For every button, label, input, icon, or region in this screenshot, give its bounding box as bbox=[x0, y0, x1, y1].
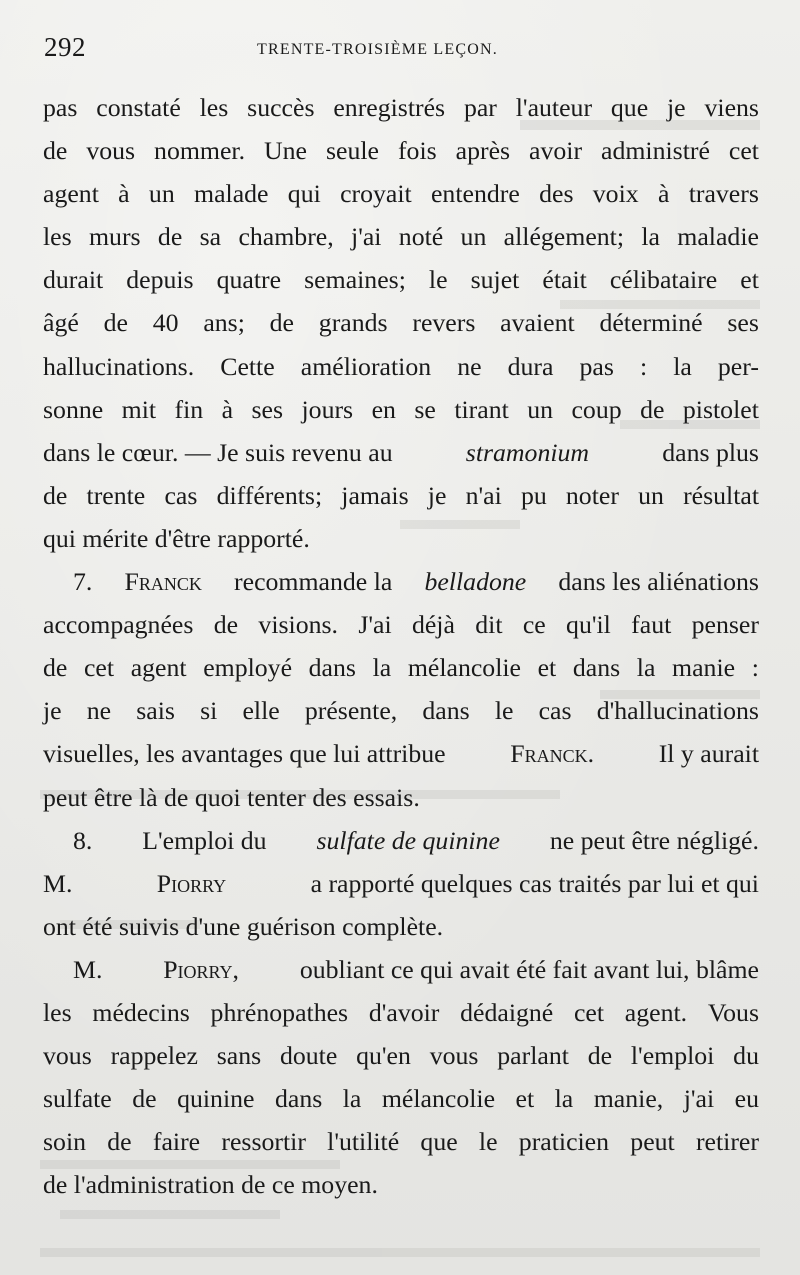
paragraph-1 bbox=[43, 86, 759, 560]
word: visions. bbox=[258, 610, 338, 640]
text-line bbox=[43, 560, 759, 603]
word: de bbox=[43, 480, 68, 510]
word: des bbox=[539, 179, 574, 209]
word: ressortir bbox=[221, 1127, 306, 1157]
text-line bbox=[43, 819, 759, 862]
word: après bbox=[455, 136, 511, 166]
word: mélancolie bbox=[407, 653, 521, 683]
word: déjà bbox=[411, 610, 455, 640]
word: sais bbox=[136, 696, 175, 726]
word: sonne bbox=[43, 394, 104, 424]
word: employé bbox=[203, 653, 293, 683]
word: fois bbox=[397, 136, 437, 166]
text-segment: Il y aurait bbox=[658, 739, 759, 769]
word: de bbox=[103, 308, 128, 338]
text-line bbox=[43, 172, 759, 215]
word: par bbox=[463, 93, 497, 122]
word: ses bbox=[727, 308, 759, 338]
text-segment: oubliant ce qui avait été fait avant lui, blâme bbox=[299, 954, 759, 984]
word: ne bbox=[86, 696, 112, 726]
word: qui bbox=[287, 179, 321, 209]
italic-term: belladone bbox=[424, 567, 527, 597]
text-segment: ne peut être négligé. bbox=[549, 825, 759, 855]
text-line: peut être là de quoi tenter des essais. bbox=[43, 782, 420, 812]
word: vous bbox=[43, 1041, 92, 1071]
text-line bbox=[43, 1077, 759, 1120]
word: parlant bbox=[497, 1041, 569, 1071]
word: coup bbox=[571, 394, 622, 424]
word: maladie bbox=[677, 222, 759, 252]
item-number: 8. bbox=[73, 825, 93, 855]
word: nommer. bbox=[154, 136, 246, 166]
word: j'ai bbox=[683, 1084, 715, 1114]
text-line bbox=[43, 862, 759, 905]
paragraph-2 bbox=[43, 560, 759, 819]
word: cet bbox=[728, 136, 759, 166]
word: du bbox=[733, 1041, 759, 1071]
text-segment: M. bbox=[43, 868, 73, 898]
word: avaient bbox=[500, 308, 575, 338]
text-line bbox=[43, 301, 759, 344]
text-line bbox=[43, 258, 759, 301]
word: cet bbox=[573, 997, 605, 1027]
word: ce bbox=[522, 610, 546, 640]
word: malade bbox=[194, 179, 269, 209]
word: soin bbox=[43, 1127, 87, 1157]
word: dédaigné bbox=[460, 997, 554, 1027]
word: pas bbox=[579, 351, 614, 381]
text-line: ont été suivis d'une guérison complète. bbox=[43, 911, 444, 941]
word: un bbox=[148, 179, 175, 209]
word: je bbox=[427, 480, 447, 510]
text-line bbox=[43, 431, 759, 474]
text-line bbox=[43, 603, 759, 646]
word: de bbox=[132, 1084, 157, 1114]
word: durait bbox=[43, 265, 104, 295]
word: de bbox=[213, 610, 239, 640]
word: de bbox=[640, 394, 665, 424]
word: eu bbox=[734, 1084, 759, 1114]
word: de bbox=[107, 1127, 132, 1157]
word: murs bbox=[88, 222, 141, 252]
paragraph-3 bbox=[43, 819, 759, 948]
word: : bbox=[751, 653, 759, 683]
word: dans bbox=[572, 653, 621, 683]
word: la bbox=[342, 1084, 362, 1114]
word: la bbox=[636, 653, 656, 683]
paragraph-4 bbox=[43, 948, 759, 1207]
word: sulfate bbox=[43, 1084, 112, 1114]
word: noter bbox=[565, 480, 619, 510]
item-number: 7. bbox=[73, 567, 93, 597]
word: qu'il bbox=[566, 610, 611, 640]
word: je bbox=[667, 93, 686, 122]
word: à bbox=[657, 179, 670, 209]
word: jamais bbox=[341, 480, 409, 510]
word: un bbox=[460, 222, 487, 252]
word: célibataire bbox=[609, 265, 718, 295]
word: dans bbox=[422, 696, 470, 726]
word: travers bbox=[688, 179, 759, 209]
text-line bbox=[43, 215, 759, 258]
word: à bbox=[221, 394, 234, 424]
word: et bbox=[740, 265, 759, 295]
author-name: Piorry, bbox=[163, 954, 240, 984]
word: que bbox=[420, 1127, 458, 1157]
text-line bbox=[43, 1120, 759, 1163]
word: doute bbox=[279, 1041, 338, 1071]
word: d'avoir bbox=[368, 997, 440, 1027]
text-line bbox=[43, 345, 759, 388]
word: les bbox=[43, 222, 72, 252]
word: de bbox=[269, 308, 295, 338]
word: dans bbox=[274, 1084, 323, 1114]
word: revers bbox=[412, 308, 476, 338]
word: allégement; bbox=[503, 222, 625, 252]
word: depuis bbox=[126, 265, 194, 295]
word: semaines; bbox=[304, 265, 406, 295]
word: pas bbox=[43, 93, 78, 122]
word: dura bbox=[507, 351, 554, 381]
word: le bbox=[478, 1127, 498, 1157]
word: vous bbox=[429, 1041, 479, 1071]
word: la bbox=[641, 222, 660, 252]
word: fin bbox=[174, 394, 204, 424]
word: si bbox=[200, 696, 218, 726]
word: déterminé bbox=[599, 308, 703, 338]
word: sujet bbox=[470, 265, 520, 295]
word: pistolet bbox=[682, 394, 759, 424]
author-name: Franck bbox=[124, 567, 202, 597]
word: croyait bbox=[340, 179, 412, 209]
word: un bbox=[638, 480, 664, 510]
word: quatre bbox=[216, 265, 282, 295]
word: ses bbox=[251, 394, 284, 424]
word: accompagnées bbox=[43, 610, 194, 640]
text-line bbox=[43, 1034, 759, 1077]
text-segment: L'emploi du bbox=[142, 825, 267, 855]
word: et bbox=[515, 1084, 535, 1114]
word: peut bbox=[630, 1127, 675, 1157]
word: je bbox=[43, 696, 62, 726]
word: l'auteur bbox=[515, 93, 593, 122]
word: manie bbox=[672, 653, 736, 683]
word: âgé bbox=[43, 308, 79, 338]
word: avoir bbox=[529, 136, 583, 166]
author-name: Piorry bbox=[156, 868, 227, 898]
italic-term: stramonium bbox=[465, 437, 590, 467]
text-line bbox=[43, 646, 759, 689]
word: et bbox=[537, 653, 557, 683]
word: noté bbox=[398, 222, 444, 252]
word: de bbox=[157, 222, 183, 252]
word: voix bbox=[592, 179, 639, 209]
word: agent bbox=[130, 653, 187, 683]
text-line bbox=[43, 732, 759, 775]
word: cas bbox=[164, 480, 198, 510]
text-line: de l'administration de ce moyen. bbox=[43, 1170, 378, 1200]
text-segment: M. bbox=[73, 954, 103, 984]
word: J'ai bbox=[358, 610, 392, 640]
text-line bbox=[43, 86, 759, 129]
word: cas bbox=[538, 696, 572, 726]
word: constaté bbox=[96, 93, 181, 122]
word: à bbox=[118, 179, 130, 209]
text-segment: dans le cœur. — Je suis revenu au bbox=[43, 437, 393, 467]
word: per- bbox=[717, 351, 759, 381]
word: Cette bbox=[220, 351, 275, 381]
text-segment: recommande la bbox=[234, 567, 393, 597]
word: hallucinations. bbox=[43, 351, 195, 381]
word: de bbox=[43, 136, 68, 166]
word: les bbox=[199, 93, 229, 122]
word: jours bbox=[301, 394, 354, 424]
word: résultat bbox=[683, 480, 759, 510]
italic-term: sulfate de quinine bbox=[316, 825, 500, 855]
word: entendre bbox=[430, 179, 520, 209]
word: l'utilité bbox=[327, 1127, 400, 1157]
word: retirer bbox=[695, 1127, 759, 1157]
word: en bbox=[371, 394, 396, 424]
word: viens bbox=[704, 93, 759, 122]
word: la bbox=[372, 653, 392, 683]
word: médecins bbox=[92, 997, 190, 1027]
word: praticien bbox=[518, 1127, 610, 1157]
word: cet bbox=[83, 653, 115, 683]
word: quinine bbox=[177, 1084, 255, 1114]
word: tirant bbox=[454, 394, 509, 424]
word: grands bbox=[318, 308, 388, 338]
word: chambre, bbox=[238, 222, 334, 252]
word: qu'en bbox=[356, 1041, 411, 1071]
word: dans bbox=[308, 653, 356, 683]
word: elle bbox=[242, 696, 280, 726]
word: mit bbox=[121, 394, 157, 424]
word: un bbox=[527, 394, 554, 424]
word: j'ai bbox=[351, 222, 382, 252]
word: d'hallucinations bbox=[596, 696, 759, 726]
text-segment: dans les aliénations bbox=[558, 567, 759, 597]
word: enregistrés bbox=[333, 93, 446, 122]
word: : bbox=[639, 351, 648, 381]
word: ne bbox=[457, 351, 482, 381]
text-line bbox=[43, 991, 759, 1034]
word: le bbox=[494, 696, 514, 726]
word: de bbox=[43, 653, 68, 683]
word: mélancolie bbox=[381, 1084, 496, 1114]
word: penser bbox=[691, 610, 759, 640]
word: seule bbox=[325, 136, 379, 166]
word: de bbox=[587, 1041, 613, 1071]
word: ans; bbox=[203, 308, 245, 338]
word: trente bbox=[86, 480, 146, 510]
word: la bbox=[554, 1084, 574, 1114]
text-segment: a rapporté quelques cas traités par lui et qui bbox=[310, 868, 759, 898]
text-line bbox=[43, 948, 759, 991]
word: administré bbox=[601, 136, 710, 166]
word: agent. bbox=[624, 997, 688, 1027]
word: était bbox=[542, 265, 587, 295]
word: Vous bbox=[707, 997, 759, 1027]
word: faut bbox=[631, 610, 672, 640]
text-line bbox=[43, 129, 759, 172]
word: vous bbox=[86, 136, 136, 166]
word: faire bbox=[152, 1127, 201, 1157]
author-name: Franck. bbox=[510, 739, 595, 769]
body-text bbox=[43, 86, 759, 1206]
word: les bbox=[43, 997, 72, 1027]
page-number: 292 bbox=[44, 32, 86, 62]
word: amélioration bbox=[300, 351, 432, 381]
word: présente, bbox=[304, 696, 398, 726]
word: manie, bbox=[593, 1084, 664, 1114]
word: le bbox=[428, 265, 448, 295]
word: phrénopathes bbox=[210, 997, 349, 1027]
word: 40 bbox=[152, 308, 179, 338]
word: différents; bbox=[216, 480, 323, 510]
word: Une bbox=[264, 136, 307, 166]
word: l'emploi bbox=[630, 1041, 715, 1071]
word: n'ai bbox=[465, 480, 502, 510]
running-head: TRENTE-TROISIÈME LEÇON. bbox=[257, 41, 498, 58]
text-line: qui mérite d'être rapporté. bbox=[43, 523, 310, 553]
page-header bbox=[44, 32, 760, 76]
text-line bbox=[43, 388, 759, 431]
word: pu bbox=[520, 480, 547, 510]
word: se bbox=[414, 394, 436, 424]
text-segment: dans plus bbox=[662, 437, 759, 467]
word: succès bbox=[247, 93, 315, 122]
word: dit bbox=[475, 610, 503, 640]
word: sans bbox=[216, 1041, 262, 1071]
word: agent bbox=[43, 179, 99, 209]
text-segment: visuelles, les avantages que lui attribue bbox=[43, 739, 446, 769]
text-line bbox=[43, 689, 759, 732]
word: sa bbox=[199, 222, 222, 252]
word: la bbox=[673, 351, 692, 381]
word: que bbox=[610, 93, 649, 122]
word: rappelez bbox=[110, 1041, 198, 1071]
text-line bbox=[43, 474, 759, 517]
